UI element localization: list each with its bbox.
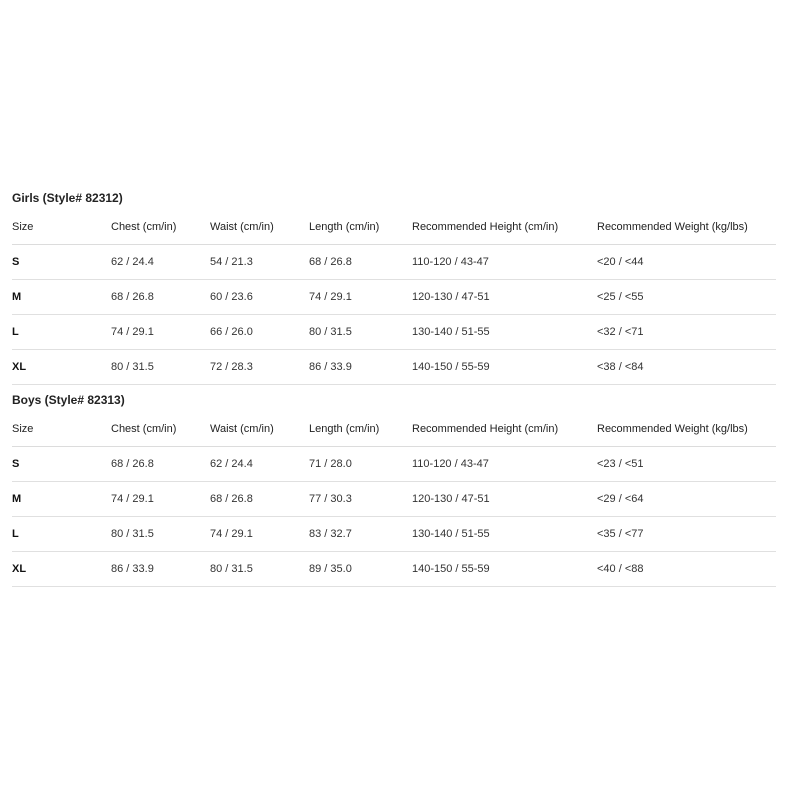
column-header-waist: Waist (cm/in) <box>210 210 309 245</box>
height-cell: 110-120 / 43-47 <box>412 447 597 482</box>
weight-cell: <29 / <64 <box>597 482 776 517</box>
waist-cell: 62 / 24.4 <box>210 447 309 482</box>
size-cell: M <box>12 482 111 517</box>
column-header-chest: Chest (cm/in) <box>111 210 210 245</box>
size-table <box>12 210 776 385</box>
column-header-height: Recommended Height (cm/in) <box>412 412 597 447</box>
chest-cell: 80 / 31.5 <box>111 350 210 385</box>
section-title: Boys (Style# 82313) <box>12 393 125 407</box>
weight-cell: <38 / <84 <box>597 350 776 385</box>
size-cell: L <box>12 315 111 350</box>
waist-cell: 74 / 29.1 <box>210 517 309 552</box>
weight-cell: <25 / <55 <box>597 280 776 315</box>
height-cell: 140-150 / 55-59 <box>412 552 597 587</box>
waist-cell: 66 / 26.0 <box>210 315 309 350</box>
weight-cell: <32 / <71 <box>597 315 776 350</box>
chest-cell: 68 / 26.8 <box>111 447 210 482</box>
column-header-size: Size <box>12 412 111 447</box>
header-row <box>12 412 776 447</box>
length-cell: 68 / 26.8 <box>309 245 412 280</box>
height-cell: 120-130 / 47-51 <box>412 280 597 315</box>
height-cell: 130-140 / 51-55 <box>412 315 597 350</box>
table-row <box>12 447 776 482</box>
waist-cell: 80 / 31.5 <box>210 552 309 587</box>
length-cell: 80 / 31.5 <box>309 315 412 350</box>
waist-cell: 72 / 28.3 <box>210 350 309 385</box>
column-header-length: Length (cm/in) <box>309 210 412 245</box>
length-cell: 89 / 35.0 <box>309 552 412 587</box>
weight-cell: <23 / <51 <box>597 447 776 482</box>
height-cell: 120-130 / 47-51 <box>412 482 597 517</box>
size-section-girls <box>12 186 776 385</box>
table-row <box>12 350 776 385</box>
column-header-length: Length (cm/in) <box>309 412 412 447</box>
size-cell: XL <box>12 552 111 587</box>
size-cell: L <box>12 517 111 552</box>
chest-cell: 74 / 29.1 <box>111 315 210 350</box>
column-header-size: Size <box>12 210 111 245</box>
chest-cell: 80 / 31.5 <box>111 517 210 552</box>
size-cell: XL <box>12 350 111 385</box>
column-header-chest: Chest (cm/in) <box>111 412 210 447</box>
table-row <box>12 280 776 315</box>
size-table <box>12 412 776 587</box>
column-header-weight: Recommended Weight (kg/lbs) <box>597 210 776 245</box>
height-cell: 140-150 / 55-59 <box>412 350 597 385</box>
waist-cell: 68 / 26.8 <box>210 482 309 517</box>
table-row <box>12 482 776 517</box>
size-cell: S <box>12 245 111 280</box>
table-row <box>12 517 776 552</box>
height-cell: 130-140 / 51-55 <box>412 517 597 552</box>
chest-cell: 68 / 26.8 <box>111 280 210 315</box>
section-title: Girls (Style# 82312) <box>12 191 123 205</box>
length-cell: 77 / 30.3 <box>309 482 412 517</box>
waist-cell: 54 / 21.3 <box>210 245 309 280</box>
waist-cell: 60 / 23.6 <box>210 280 309 315</box>
table-row <box>12 245 776 280</box>
size-section-boys <box>12 388 776 587</box>
size-cell: M <box>12 280 111 315</box>
chest-cell: 86 / 33.9 <box>111 552 210 587</box>
size-chart <box>12 186 776 590</box>
size-cell: S <box>12 447 111 482</box>
weight-cell: <40 / <88 <box>597 552 776 587</box>
column-header-height: Recommended Height (cm/in) <box>412 210 597 245</box>
table-row <box>12 315 776 350</box>
weight-cell: <35 / <77 <box>597 517 776 552</box>
chest-cell: 74 / 29.1 <box>111 482 210 517</box>
table-row <box>12 552 776 587</box>
chest-cell: 62 / 24.4 <box>111 245 210 280</box>
column-header-waist: Waist (cm/in) <box>210 412 309 447</box>
length-cell: 86 / 33.9 <box>309 350 412 385</box>
weight-cell: <20 / <44 <box>597 245 776 280</box>
header-row <box>12 210 776 245</box>
height-cell: 110-120 / 43-47 <box>412 245 597 280</box>
length-cell: 71 / 28.0 <box>309 447 412 482</box>
column-header-weight: Recommended Weight (kg/lbs) <box>597 412 776 447</box>
length-cell: 74 / 29.1 <box>309 280 412 315</box>
length-cell: 83 / 32.7 <box>309 517 412 552</box>
